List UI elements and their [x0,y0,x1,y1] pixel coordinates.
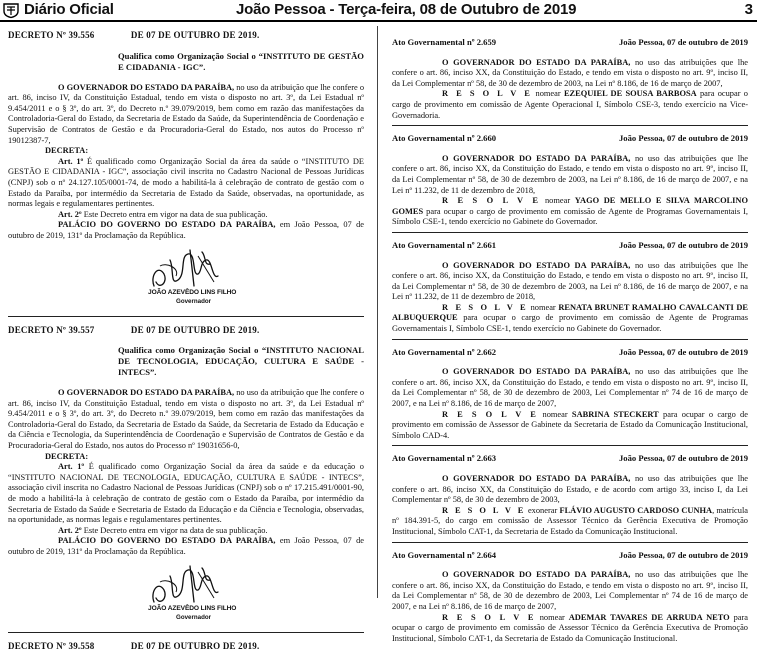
article-1 [8,157,364,210]
column-divider [377,26,378,598]
decree-39558 [8,641,364,652]
act-resolution [392,410,748,442]
governor-title: O GOVERNADOR DO ESTADO DA PARAÍBA, [442,474,631,483]
article-text: É qualificado como Organização Social da área da saúde o “INSTITUTO DE GESTÃO E CIDADANIA - IGC”, associação civil inscrita no Cadastro Nacional de Pessoas Jurídicas (CNPJ) sob o nº 24.127.105/0001-74, de modo a habilitá-la à celebração de contrato de gestão com o Estado da Paraíba, por intermédio da Secretaria de Estado da Saúde, observadas, na oportunidade, as normas legais e regulamentares pertinentes. [8,156,364,209]
act-header [392,453,748,464]
decree-number: DECRETO Nº 39.558 [8,640,95,651]
governmental-act [392,125,748,228]
decree-header [8,30,364,41]
resolution-text: para ocupar o cargo de provimento em comissão de Agente de Programas Governamentais I, Símbolo CSE-1, tendo exercício no Gabinete do Governador. [392,206,748,227]
palacio-text: em João Pessoa, 07 de outubro de 2019, 131º da Proclamação da República. [8,220,364,240]
act-number: Ato Governamental nº 2.661 [392,239,497,250]
signatory-name: JOÃO AZEVÊDO LINS FILHO [148,604,237,612]
governmental-act [392,232,748,335]
palacio-line [8,220,364,241]
act-resolution [392,506,748,538]
signature-block [8,246,364,308]
act-preamble [392,58,748,90]
governor-title: O GOVERNADOR DO ESTADO DA PARAÍBA, [58,388,235,398]
act-header [392,240,748,251]
resolve-keyword: R E S O L V E [442,196,541,206]
act-number: Ato Governamental nº 2.663 [392,453,497,464]
act-preamble [392,367,748,409]
article-2 [8,210,364,221]
signature-block [8,562,364,624]
governor-title: O GOVERNADOR DO ESTADO DA PARAÍBA, [442,260,631,270]
resolution-text: para ocupar o cargo de provimento em comissão de Agente de Programas Governamentais I, Símbolo CSE-1, tendo exercício no Gabinete do Governador. [392,313,748,334]
palacio-bold: PALÁCIO DO GOVERNO DO ESTADO DA PARAÍBA, [58,536,276,546]
governor-title: O GOVERNADOR DO ESTADO DA PARAÍBA, [58,82,235,92]
act-date: João Pessoa, 07 de outubro de 2019 [619,37,748,47]
decree-39557 [8,325,364,624]
act-preamble [392,261,748,303]
action-verb: nomear [528,302,559,312]
masthead [0,0,757,22]
publication-title: Diário Oficial [24,1,114,18]
appointee-name: SABRINA STECKERT [571,409,659,419]
act-resolution [392,613,748,645]
section-rule [392,542,748,543]
preamble-text: no uso da atribuição que lhe confere o art. 86, inciso IV, da Constituição Estadual, tendo em vista o disposto no art. 3º, da Lei Estadual nº 9.454/2011 e o § 3º, do art. 3º, do Decreto n.º 39.079/2019, bem como em razão das manifestações da Controladoria-Geral do Estado, da Secretaria de Estado da Saúde, da Secretaria de Estado da Educação e da Ciência e Tecnologia, da Superintendência de Coordenação e Supervisão de Contratos de Gestão e da Procuradoria-Geral do Estado, nos autos do Processo nº 19031656-0, [8,388,365,451]
left-column [8,30,364,661]
governor-title: O GOVERNADOR DO ESTADO DA PARAÍBA, [442,367,631,377]
section-rule [392,339,748,340]
act-header [392,133,748,144]
palacio-bold: PALÁCIO DO GOVERNO DO ESTADO DA PARAÍBA, [58,220,276,230]
article-label: Art. 2º [58,209,82,219]
decree-number: DECRETO Nº 39.556 [8,30,95,40]
resolution-text: para ocupar o cargo de provimento em comissão de Assessor de Gabinete da Secretaria de Estado da Comunicação Institucional, Símbolo CAD-4. [392,409,748,440]
preamble-text: no uso das atribuições que lhe confere o art. 86, inciso XX, da Constituição do Estado, e tendo em vista o disposto no art. 9º, inciso II, da Lei Complementar nº 58, de 30 de dezembro de 2003, na Lei nº 8.186, de 16 de março de 2007, e na Lei nº 11.232, de 11 de dezembro de 2018, [392,153,748,195]
signatory-role: Governador [176,297,212,305]
decree-number: DECRETO Nº 39.557 [8,324,95,335]
page-number: 3 [744,1,753,18]
governmental-act [392,37,748,121]
action-verb: nomear [540,196,575,206]
resolution-text: , matrícula nº 184.391-5, do cargo em comissão de Assessor Técnico da Gerência Executiva de Promoção Institucional, Símbolo CAT-1, da Secretaria de Estado da Comunicação Institucional. [392,505,748,536]
article-1 [8,462,364,526]
governmental-act [392,339,748,442]
decreta-heading: DECRETA: [45,146,89,156]
article-label: Art. 1º [58,462,85,472]
resolve-keyword: R E S O L V E [442,612,536,622]
act-date: João Pessoa, 07 de outubro de 2019 [619,453,748,464]
section-rule [392,125,748,126]
signatory-role: Governador [176,613,212,621]
action-verb: nomear [538,409,572,419]
section-rule [392,445,748,446]
act-preamble [392,154,748,196]
decree-header [8,325,364,336]
right-column [392,30,748,644]
decree-date: DE 07 DE OUTUBRO DE 2019. [130,640,260,651]
article-text: Este Decreto entra em vigor na data de sua publicação. [81,525,268,535]
act-resolution [392,303,748,335]
signatory-name: JOÃO AZEVÊDO LINS FILHO [148,288,237,296]
action-verb: nomear [535,612,569,622]
resolve-keyword: R E S O L V E [442,89,533,99]
governor-title: O GOVERNADOR DO ESTADO DA PARAÍBA, [442,570,631,580]
preamble-text: no uso da atribuição que lhe confere o art. 86, inciso IV, da Constituição Estadual, tendo em vista o disposto no art. 3º, da Lei Estadual nº 9.454/2011 e o § 3º, do art. 3º, do Decreto n.º 39.079/2019, bem como em razão das manifestações da Controladoria-Geral do Estado, da Secretaria de Estado da Saúde, da Superintendência de Coordenação e Supervisão de Contratos de Gestão e da Procuradoria-Geral do Estado, nos autos do Processo nº 19012387-7, [8,82,365,145]
article-text: Este Decreto entra em vigor na data de sua publicação. [81,209,268,219]
action-verb: exonerar [525,505,560,515]
act-date: João Pessoa, 07 de outubro de 2019 [619,133,748,144]
decree-summary: Qualifica como Organização Social o “INSTITUTO NACIONAL DE TECNOLOGIA, EDUCAÇÃO, CULTURA E SAÚDE - INTECS”. [118,345,364,378]
resolution-text: para ocupar o cargo de provimento em comissão de Agente Operacional I, Símbolo CSE-3, tendo exercício na Vice-Governadoria. [392,89,748,120]
appointee-name: EZEQUIEL DE SOUSA BARBOSA [563,89,697,99]
resolve-keyword: R E S O L V E [442,409,539,419]
resolve-keyword: R E S O L V E [442,505,526,515]
resolve-keyword: R E S O L V E [442,302,529,312]
act-preamble [392,474,748,506]
act-resolution [392,196,748,228]
article-text: É qualificado como Organização Social da área da saúde e da educação o “INSTITUTO NACIONAL DE TECNOLOGIA, EDUCAÇÃO, CULTURA E SAÚDE - INTECS”, associação civil inscrita no Cadastro Nacional de Pessoas Jurídicas (CNPJ) sob o nº 17.215.491/0001-90, de modo a habilitá-la à celebração de contrato de gestão com o Estado da Paraíba, por intermédio da Secretaria de Estado da Saúde e Secretaria de Estado da Educação e da Ciência e Tecnologia, observadas, na oportunidade, as normas legais e regulamentares pertinentes. [8,462,364,525]
act-header [392,550,748,561]
act-date: João Pessoa, 07 de outubro de 2019 [619,346,748,357]
act-number: Ato Governamental nº 2.664 [392,549,497,560]
article-2 [8,526,364,537]
handwritten-signature-icon [140,246,230,292]
act-preamble [392,570,748,612]
decree-date: DE 07 DE OUTUBRO DE 2019. [130,30,260,40]
palacio-text: em João Pessoa, 07 de outubro de 2019, 131º da Proclamação da República. [8,536,364,556]
decree-header [8,641,364,652]
act-number: Ato Governamental nº 2.662 [392,346,497,357]
resolution-text: para ocupar o cargo de provimento em comissão de Assessor Técnico da Gerência Executiva de Promoção Institucional, Símbolo CAT-1, da Secretaria de Estado da Comunicação Institucional. [392,612,748,643]
preamble-text: no uso das atribuições que lhe confere o art. 86, inciso XX, da Constituição do Estado, e tendo em vista o disposto no art. 9º, inciso II, da Lei Complementar nº 58, de 30 de dezembro de 2003, Lei Complementar nº 74 de 16 de março de 2007, e na Lei nº 8.186, de 16 de março de 2007, [392,570,748,611]
handwritten-signature-icon [140,562,230,608]
decree-date: DE 07 DE OUTUBRO DE 2019. [130,324,260,335]
decree-39556 [8,30,364,308]
decree-preamble [8,388,364,452]
preamble-text: no uso das atribuições que lhe confere o art. 86, inciso XX, da Constituição do Estado, e de acordo com artigo 33, inciso I, da Lei Complementar nº 58, de 30 de dezembro de 2003, [392,474,748,505]
action-verb: nomear [532,89,564,99]
appointee-name: FLÁVIO AUGUSTO CARDOSO CUNHA [559,505,713,515]
governor-title: O GOVERNADOR DO ESTADO DA PARAÍBA, [442,153,631,163]
act-header [392,37,748,48]
palacio-line [8,536,364,557]
article-label: Art. 1º [58,156,84,166]
section-rule [392,232,748,233]
appointee-name: YAGO DE MELLO E SILVA MARCOLINO GOMES [392,196,748,216]
appointee-name: RENATA BRUNET RAMALHO CAVALCANTI DE ALBUQUERQUE [392,302,748,323]
preamble-text: no uso das atribuições que lhe confere o art. 86, inciso XX, da Constituição do Estado, e tendo em vista o disposto no art. 9º, inciso II, da Lei Complementar nº 58, de 30 de dezembro de 2003, na Lei nº 8.186, de 16 de março de 2007, [392,57,748,88]
governmental-act [392,445,748,537]
preamble-text: no uso das atribuições que lhe confere o art. 86, inciso XX, da Constituição do Estado, e tendo em vista o disposto no art. 9º, inciso II, da Lei Complementar nº 58, de 30 de dezembro de 2003, na Lei nº 8.186, de 16 de março de 2007, e na Lei nº 11.232, de 11 de dezembro de 2018, [392,260,748,302]
appointee-name: ADEMAR TAVARES DE ARRUDA NETO [568,612,730,622]
article-label: Art. 2º [58,525,82,535]
act-resolution [392,89,748,121]
decreta-heading: DECRETA: [45,451,89,461]
act-date: João Pessoa, 07 de outubro de 2019 [619,549,748,560]
act-header [392,347,748,358]
coat-of-arms-icon [2,3,20,18]
preamble-text: no uso das atribuições que lhe confere o art. 86, inciso XX, da Constituição do Estado, e tendo em vista o disposto no art. 9º, inciso II, da Lei Complementar nº 58, de 30 de dezembro de 2003, Lei Complementar nº 74 de 16 de março de 2007, e na Lei nº 8.186, de 16 de março de 2007, [392,367,748,409]
decree-preamble [8,83,364,147]
decree-summary: Qualifica como Organização Social o “INSTITUTO DE GESTÃO E CIDADANIA - IGC”. [118,50,364,72]
act-date: João Pessoa, 07 de outubro de 2019 [619,239,748,250]
act-number: Ato Governamental nº 2.659 [392,37,497,47]
governor-title: O GOVERNADOR DO ESTADO DA PARAÍBA, [442,57,631,67]
governmental-act [392,542,748,645]
act-number: Ato Governamental nº 2.660 [392,133,497,144]
issue-date-line: João Pessoa - Terça-feira, 08 de Outubro de 2019 [236,1,577,18]
